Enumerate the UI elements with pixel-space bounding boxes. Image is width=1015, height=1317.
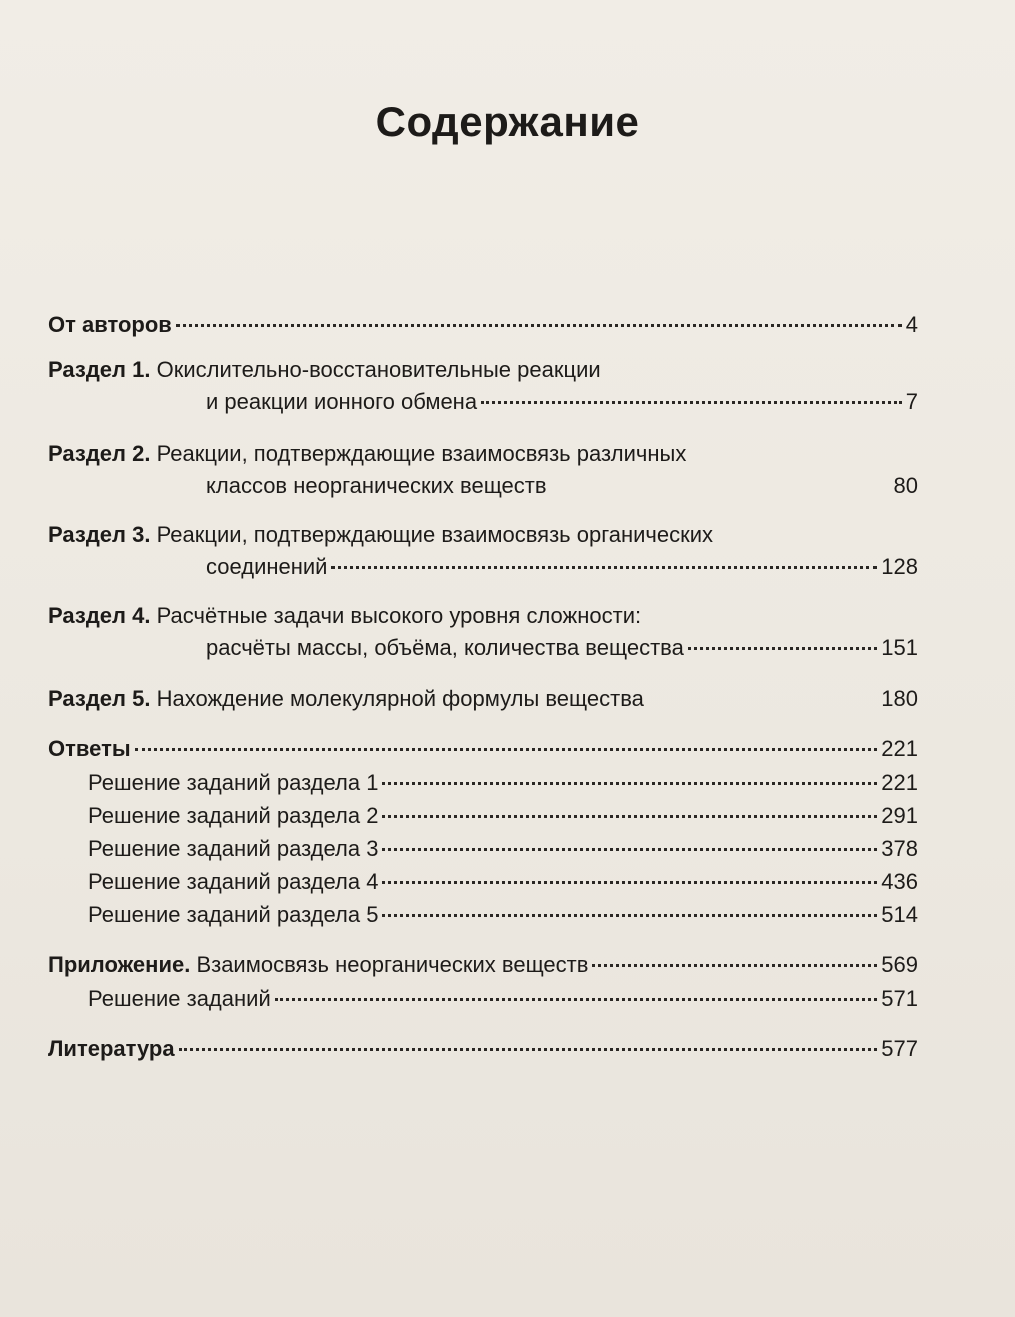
entry-label: Решение заданий раздела 3: [88, 836, 379, 861]
entry-label: Решение заданий раздела 5: [88, 902, 379, 927]
entry-label: Решение заданий: [88, 986, 271, 1011]
dot-leader: [382, 881, 877, 884]
page-number: 7: [905, 389, 918, 414]
page-title: Содержание: [375, 98, 640, 145]
toc-entry-authors[interactable]: [48, 312, 918, 338]
dot-leader: [331, 566, 877, 569]
toc-entry-section-3[interactable]: [48, 522, 918, 580]
page-number: 221: [881, 770, 918, 795]
dot-leader: [135, 748, 878, 751]
page-number: 151: [881, 635, 918, 660]
entry-label: Раздел 4.: [48, 603, 151, 628]
entry-label: Решение заданий раздела 1: [88, 770, 379, 795]
dot-leader: [648, 698, 877, 701]
page-number: 514: [881, 902, 918, 927]
dot-leader: [275, 998, 878, 1001]
page-number: 80: [893, 473, 918, 498]
toc-entry-section-4[interactable]: [48, 603, 918, 661]
toc-entry-section-5[interactable]: [48, 686, 918, 712]
dot-leader: [592, 964, 877, 967]
entry-title-line1: Реакции, подтверждающие взаимосвязь органических: [156, 522, 714, 547]
entry-label: Ответы: [48, 736, 131, 761]
dot-leader: [688, 647, 877, 650]
page-number: 436: [881, 869, 918, 894]
page-number: 291: [881, 803, 918, 828]
dot-leader: [176, 324, 902, 327]
page-number: 577: [881, 1036, 918, 1061]
entry-label: Решение заданий раздела 2: [88, 803, 379, 828]
toc-subentry-4[interactable]: [48, 869, 918, 895]
page-number: 128: [881, 554, 918, 579]
entry-label: Раздел 1.: [48, 357, 151, 382]
entry-title-line2: соединений: [206, 554, 328, 579]
entry-title-line1: Окислительно-восстановительные реакции: [156, 357, 601, 382]
page-number: 221: [881, 736, 918, 761]
dot-leader: [551, 485, 890, 488]
entry-label: Решение заданий раздела 4: [88, 869, 379, 894]
toc-entry-appendix[interactable]: [48, 952, 918, 978]
toc-entry-section-1[interactable]: [48, 357, 918, 415]
dot-leader: [382, 848, 877, 851]
toc-subentry-1[interactable]: [48, 770, 918, 796]
page-number: 180: [881, 686, 918, 711]
dot-leader: [481, 401, 902, 404]
page-number: 378: [881, 836, 918, 861]
dot-leader: [179, 1048, 878, 1051]
entry-label: От авторов: [48, 312, 172, 337]
page-number: 571: [881, 986, 918, 1011]
entry-label: Раздел 3.: [48, 522, 151, 547]
page-number: 569: [881, 952, 918, 977]
entry-title-line2: расчёты массы, объёма, количества вещества: [206, 635, 684, 660]
dot-leader: [382, 815, 877, 818]
toc-entry-section-2[interactable]: [48, 441, 918, 499]
entry-label: Литература: [48, 1036, 175, 1061]
toc-entry-literature[interactable]: [48, 1036, 918, 1062]
entry-label: Раздел 2.: [48, 441, 151, 466]
entry-title-line1: Взаимосвязь неорганических веществ: [196, 952, 589, 977]
entry-title-line2: классов неорганических веществ: [206, 473, 547, 498]
entry-title-line1: Нахождение молекулярной формулы вещества: [156, 686, 644, 711]
toc-subentry-appendix[interactable]: [48, 986, 918, 1012]
entry-title-line1: Расчётные задачи высокого уровня сложности:: [156, 603, 642, 628]
dot-leader: [382, 782, 877, 785]
page-number: 4: [905, 312, 918, 337]
toc-subentry-5[interactable]: [48, 902, 918, 928]
entry-title-line2: и реакции ионного обмена: [206, 389, 478, 414]
entry-label: Приложение.: [48, 952, 191, 977]
toc-subentry-2[interactable]: [48, 803, 918, 829]
toc-subentry-3[interactable]: [48, 836, 918, 862]
dot-leader: [382, 914, 877, 917]
entry-label: Раздел 5.: [48, 686, 151, 711]
entry-title-line1: Реакции, подтверждающие взаимосвязь различных: [156, 441, 687, 466]
toc-entry-answers[interactable]: [48, 736, 918, 762]
